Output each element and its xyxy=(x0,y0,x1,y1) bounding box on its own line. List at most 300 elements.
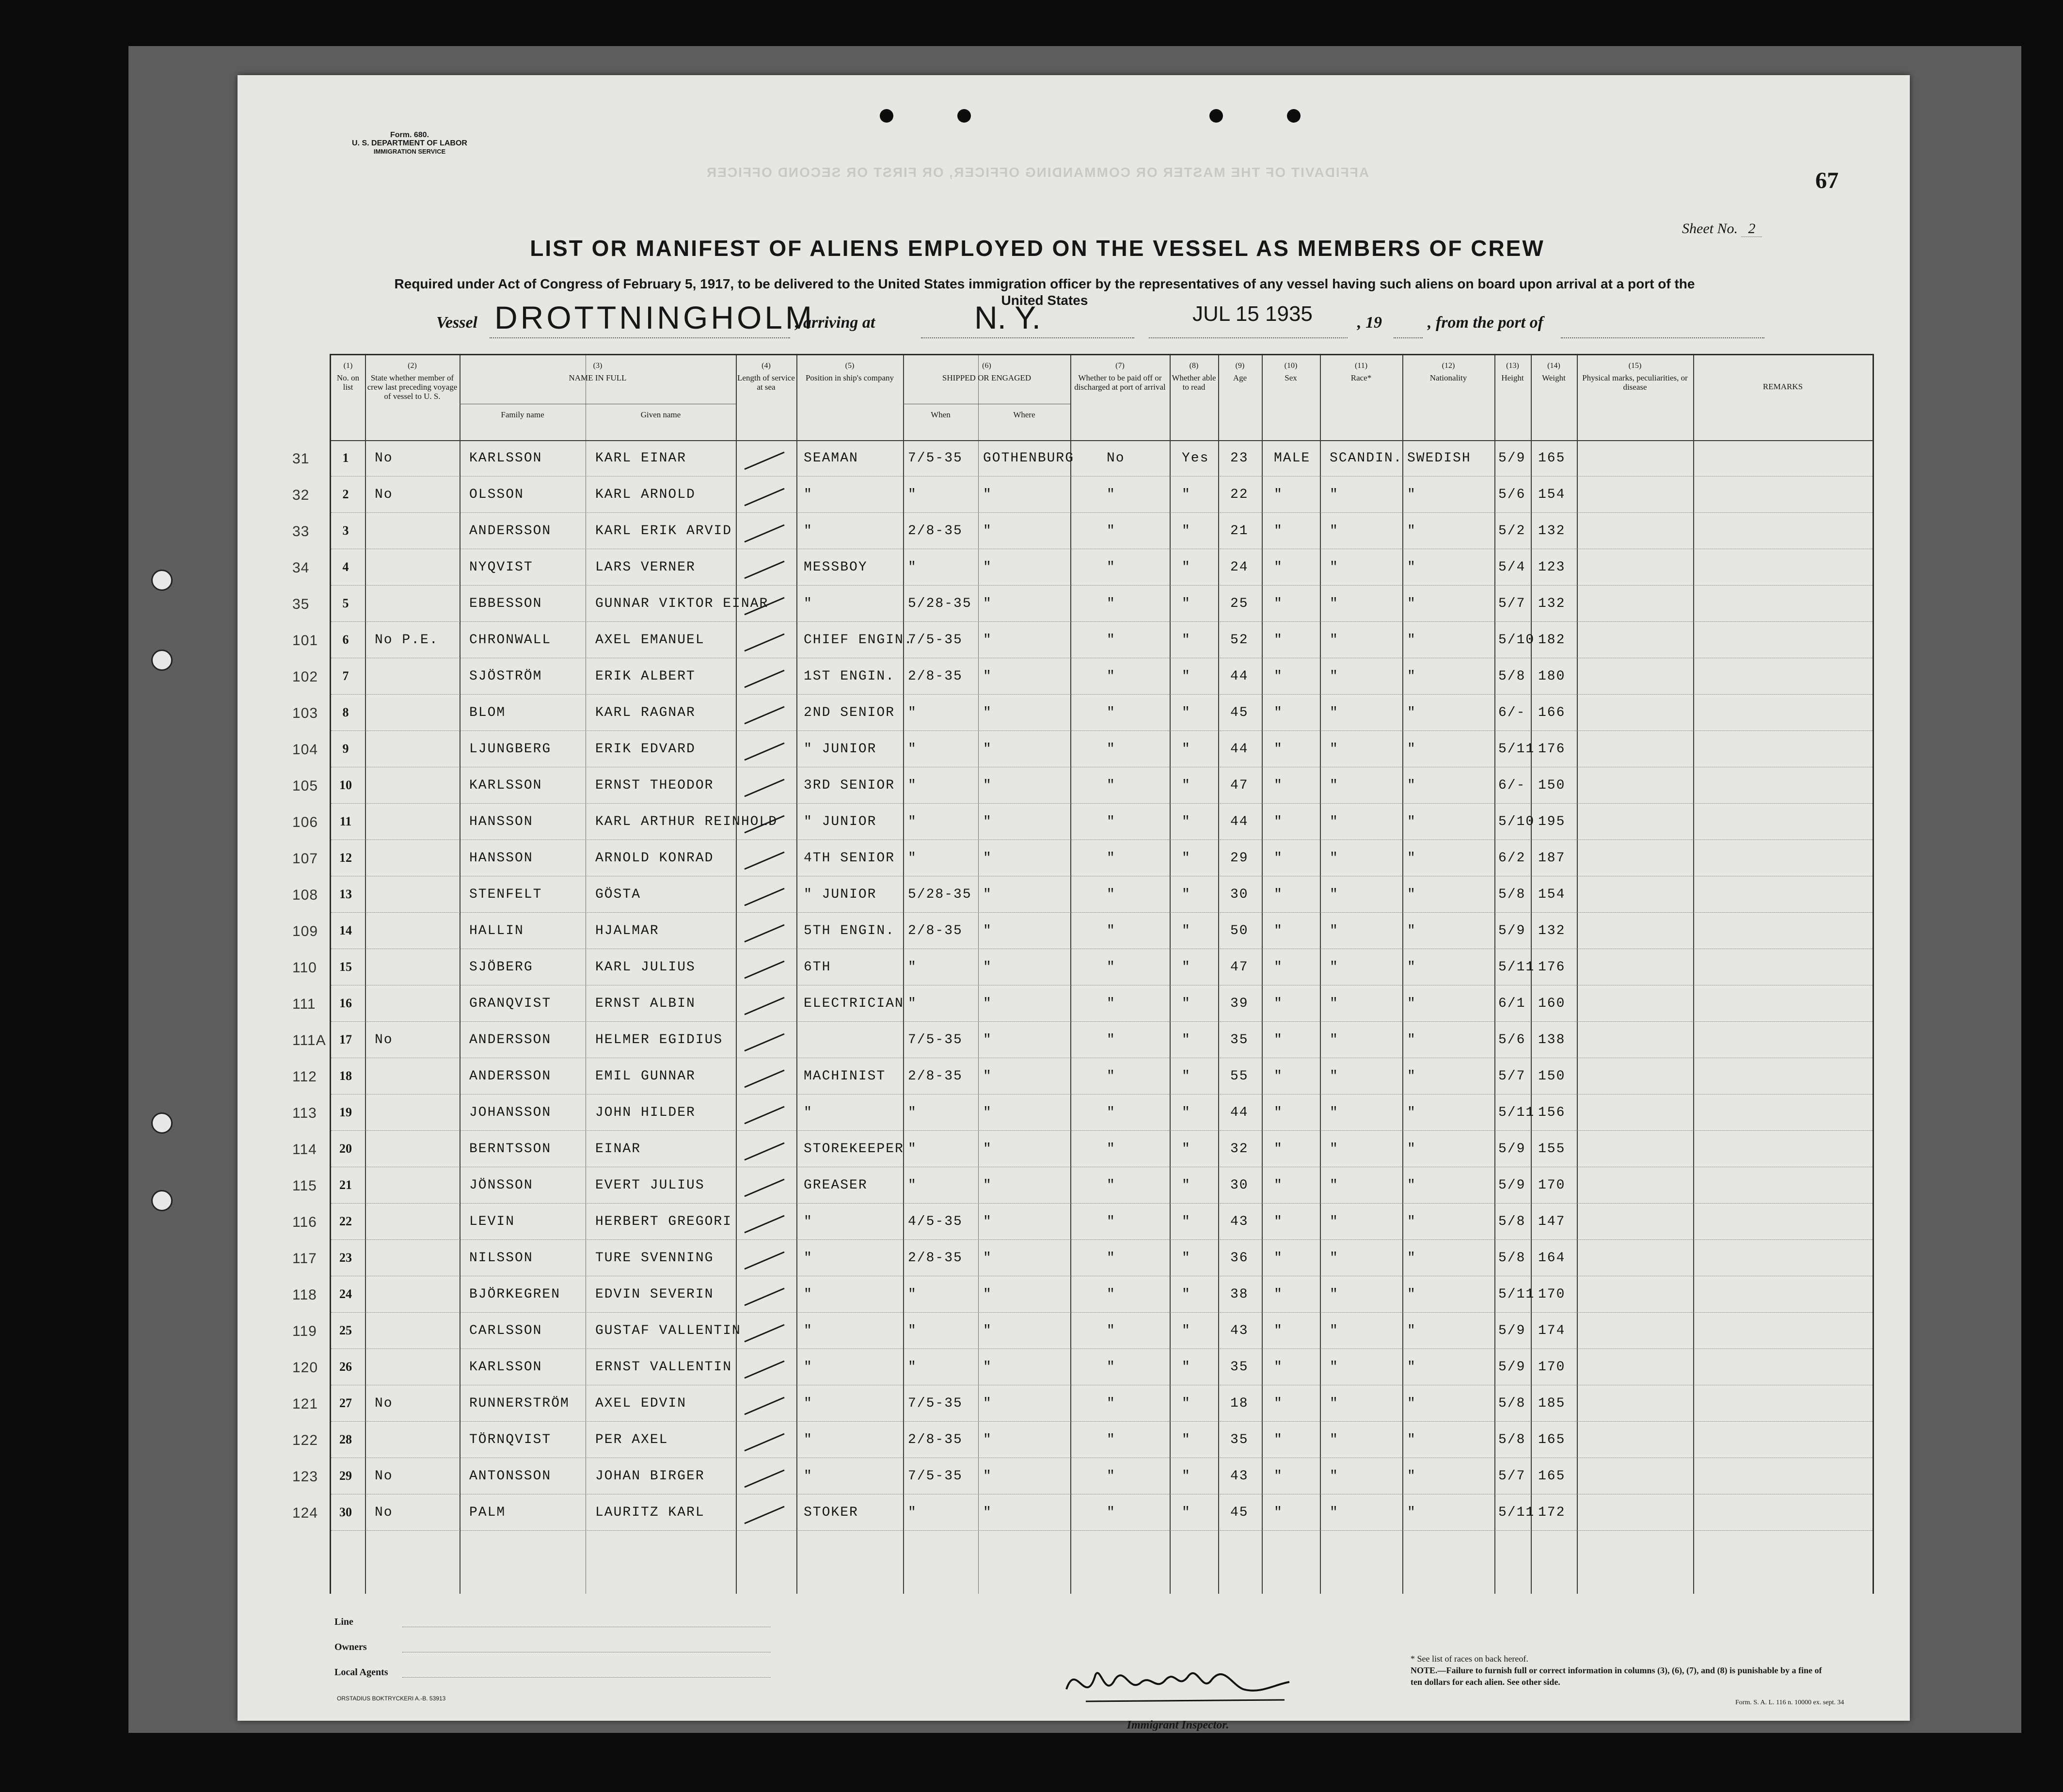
list-number-cell: 4 xyxy=(342,560,349,574)
paid-off-cell: " xyxy=(1107,705,1116,720)
sex-cell: " xyxy=(1274,814,1283,829)
height-cell: 5/8 xyxy=(1498,887,1526,902)
race-cell: " xyxy=(1330,778,1339,793)
shipped-where-cell: " xyxy=(983,887,992,902)
able-to-read-cell: " xyxy=(1182,1287,1191,1302)
races-note: * See list of races on back hereof. xyxy=(1411,1654,1528,1664)
able-to-read-cell: " xyxy=(1182,1069,1191,1084)
sex-cell: " xyxy=(1274,1360,1283,1375)
ledger-number: 101 xyxy=(292,633,318,649)
ledger-number: 32 xyxy=(292,487,310,503)
punch-hole xyxy=(957,109,971,123)
punch-hole xyxy=(880,109,893,123)
ledger-number: 34 xyxy=(292,560,310,576)
family-name-cell: ANDERSSON xyxy=(469,523,552,539)
service-check-mark xyxy=(745,998,784,1015)
table-row xyxy=(292,985,1873,1022)
position-cell: STOKER xyxy=(804,1505,858,1520)
paid-off-cell: " xyxy=(1107,1287,1116,1302)
height-cell: 5/6 xyxy=(1498,1032,1526,1047)
sex-cell: " xyxy=(1274,1287,1283,1302)
family-name-cell: ANDERSSON xyxy=(469,1032,552,1047)
page-title: LIST OR MANIFEST OF ALIENS EMPLOYED ON THE VESSEL AS MEMBERS OF CREW xyxy=(530,236,1545,261)
weight-cell: 187 xyxy=(1538,851,1566,866)
position-cell: " xyxy=(804,1396,813,1411)
sex-cell: " xyxy=(1274,1214,1283,1229)
col-header-name: (3) NAME IN FULL xyxy=(569,362,627,382)
given-name-cell: JOHAN BIRGER xyxy=(595,1469,705,1484)
shipped-when-cell: " xyxy=(908,1142,917,1157)
ledger-number: 123 xyxy=(292,1469,318,1485)
height-cell: 5/8 xyxy=(1498,1251,1526,1266)
paid-off-cell: " xyxy=(1107,1032,1116,1047)
family-name-cell: JOHANSSON xyxy=(469,1105,552,1120)
position-cell: " xyxy=(804,487,813,502)
shipped-when-cell: " xyxy=(908,1505,917,1520)
col-header-service-length: (4) Length of service at sea xyxy=(737,362,795,392)
service-check-mark xyxy=(745,561,784,578)
race-cell: " xyxy=(1330,1251,1339,1266)
position-cell: " xyxy=(804,1323,813,1338)
sex-cell: " xyxy=(1274,1469,1283,1484)
weight-cell: 185 xyxy=(1538,1396,1566,1411)
list-number-cell: 9 xyxy=(342,742,349,756)
service-check-mark xyxy=(745,1034,784,1051)
shipped-where-cell: " xyxy=(983,1360,992,1375)
paid-off-cell: " xyxy=(1107,1505,1116,1520)
shipped-where-cell: " xyxy=(983,742,992,757)
shipped-when-cell: 4/5-35 xyxy=(908,1214,963,1229)
paid-off-cell: " xyxy=(1107,1178,1116,1193)
table-row xyxy=(292,876,1873,913)
table-row xyxy=(292,1385,1873,1422)
ledger-number: 112 xyxy=(292,1069,317,1085)
able-to-read-cell: " xyxy=(1182,596,1191,611)
inspector-label: Immigrant Inspector. xyxy=(1127,1719,1229,1731)
height-cell: 5/7 xyxy=(1498,1069,1526,1084)
table-row xyxy=(292,840,1873,876)
ledger-number: 105 xyxy=(292,778,318,794)
able-to-read-cell: " xyxy=(1182,523,1191,539)
age-cell: 44 xyxy=(1230,814,1249,829)
ledger-number: 107 xyxy=(292,851,318,867)
able-to-read-cell: " xyxy=(1182,1360,1191,1375)
col-header-number: (1) No. on list xyxy=(336,362,360,392)
position-cell: 4TH SENIOR xyxy=(804,851,895,866)
race-cell: " xyxy=(1330,487,1339,502)
list-number-cell: 14 xyxy=(339,923,352,937)
race-cell: " xyxy=(1330,596,1339,611)
shipped-when-cell: 2/8-35 xyxy=(908,669,963,684)
family-name-cell: ANTONSSON xyxy=(469,1469,552,1484)
position-cell: " JUNIOR xyxy=(804,742,877,757)
position-cell: " xyxy=(804,1251,813,1266)
service-check-mark xyxy=(745,961,784,978)
footer-fields xyxy=(334,1609,771,1685)
sex-cell: " xyxy=(1274,523,1283,539)
shipped-where-cell: " xyxy=(983,1178,992,1193)
paid-off-cell: " xyxy=(1107,1432,1116,1447)
previous-voyage-cell: No xyxy=(375,1505,393,1520)
ledger-number: 104 xyxy=(292,742,318,758)
sex-cell: " xyxy=(1274,1251,1283,1266)
shipped-when-cell: " xyxy=(908,487,917,502)
weight-cell: 176 xyxy=(1538,960,1566,975)
shipped-where-cell: " xyxy=(983,1069,992,1084)
shipped-when-cell: " xyxy=(908,742,917,757)
col-header-sex: (10) Sex xyxy=(1284,362,1298,382)
inspector-signature-block xyxy=(1057,1655,1299,1732)
shipped-where-cell: " xyxy=(983,778,992,793)
service-check-mark xyxy=(745,1216,784,1233)
nationality-cell: " xyxy=(1407,851,1416,866)
sex-cell: " xyxy=(1274,669,1283,684)
race-cell: " xyxy=(1330,1360,1339,1375)
ledger-number: 108 xyxy=(292,887,318,903)
height-cell: 5/9 xyxy=(1498,451,1526,466)
service-check-mark xyxy=(745,779,784,796)
sex-cell: " xyxy=(1274,1505,1283,1520)
shipped-where-cell: " xyxy=(983,705,992,720)
paid-off-cell: " xyxy=(1107,1214,1116,1229)
age-cell: 55 xyxy=(1230,1069,1249,1084)
shipped-when-cell: 5/28-35 xyxy=(908,887,972,902)
age-cell: 44 xyxy=(1230,742,1249,757)
given-name-cell: AXEL EDVIN xyxy=(595,1396,687,1411)
nationality-cell: " xyxy=(1407,814,1416,829)
shipped-when-cell: 7/5-35 xyxy=(908,451,963,466)
able-to-read-cell: " xyxy=(1182,1178,1191,1193)
height-cell: 5/10 xyxy=(1498,814,1535,829)
sheet-number xyxy=(1682,221,1762,237)
position-cell: " JUNIOR xyxy=(804,814,877,829)
weight-cell: 132 xyxy=(1538,923,1566,938)
weight-cell: 154 xyxy=(1538,487,1566,502)
paid-off-cell: " xyxy=(1107,814,1116,829)
height-cell: 5/10 xyxy=(1498,633,1535,648)
col-header-physical-marks: (15) Physical marks, peculiarities, or disease xyxy=(1582,362,1688,392)
able-to-read-cell: " xyxy=(1182,1142,1191,1157)
height-cell: 5/2 xyxy=(1498,523,1526,539)
nationality-cell: " xyxy=(1407,778,1416,793)
table-row xyxy=(292,1094,1873,1131)
service-check-mark xyxy=(745,1070,784,1087)
position-cell: 6TH xyxy=(804,960,831,975)
sex-cell: " xyxy=(1274,887,1283,902)
table-row xyxy=(292,1349,1873,1385)
col-header-family-name: Family name xyxy=(501,410,544,419)
paid-off-cell: " xyxy=(1107,851,1116,866)
sex-cell: " xyxy=(1274,1396,1283,1411)
paid-off-cell: " xyxy=(1107,778,1116,793)
list-number-cell: 10 xyxy=(339,778,352,792)
nationality-cell: " xyxy=(1407,1396,1416,1411)
list-number-cell: 28 xyxy=(339,1432,352,1446)
shipped-where-cell: " xyxy=(983,1032,992,1047)
nationality-cell: " xyxy=(1407,1069,1416,1084)
family-name-cell: STENFELT xyxy=(469,887,542,902)
age-cell: 35 xyxy=(1230,1032,1249,1047)
nationality-cell: " xyxy=(1407,996,1416,1011)
nationality-cell: " xyxy=(1407,960,1416,975)
nationality-cell: " xyxy=(1407,1032,1416,1047)
height-cell: 5/9 xyxy=(1498,1360,1526,1375)
table-row xyxy=(292,1313,1873,1349)
shipped-where-cell: " xyxy=(983,960,992,975)
arriving-label: , arriving at xyxy=(795,314,875,332)
year-label: , 19 xyxy=(1357,314,1382,332)
age-cell: 45 xyxy=(1230,1505,1249,1520)
given-name-cell: KARL RAGNAR xyxy=(595,705,696,720)
sheet-value: 2 xyxy=(1741,221,1762,237)
weight-cell: 147 xyxy=(1538,1214,1566,1229)
table-row xyxy=(292,1458,1873,1494)
shipped-where-cell: " xyxy=(983,1142,992,1157)
inspector-signature xyxy=(1057,1655,1299,1713)
list-number-cell: 11 xyxy=(339,814,352,828)
col-header-height: (13) Height xyxy=(1501,362,1524,382)
weight-cell: 176 xyxy=(1538,742,1566,757)
ledger-number: 122 xyxy=(292,1432,318,1448)
sex-cell: " xyxy=(1274,1323,1283,1338)
list-number-cell: 27 xyxy=(339,1396,352,1410)
crew-table xyxy=(292,354,1874,1594)
binder-hole xyxy=(151,570,173,591)
weight-cell: 165 xyxy=(1538,451,1566,466)
family-name-cell: NILSSON xyxy=(469,1251,533,1266)
able-to-read-cell: " xyxy=(1182,560,1191,575)
family-name-cell: TÖRNQVIST xyxy=(469,1432,552,1447)
shipped-where-cell: " xyxy=(983,1105,992,1120)
given-name-cell: EMIL GUNNAR xyxy=(595,1069,696,1084)
table-row xyxy=(292,1204,1873,1240)
given-name-cell: GUNNAR VIKTOR EINAR xyxy=(595,596,769,611)
height-cell: 5/11 xyxy=(1498,742,1535,757)
previous-voyage-cell: No xyxy=(375,451,393,466)
sex-cell: " xyxy=(1274,1069,1283,1084)
shipped-where-cell: " xyxy=(983,1505,992,1520)
weight-cell: 182 xyxy=(1538,633,1566,648)
paid-off-cell: " xyxy=(1107,1105,1116,1120)
age-cell: 45 xyxy=(1230,705,1249,720)
list-number-cell: 13 xyxy=(339,887,352,901)
age-cell: 32 xyxy=(1230,1142,1249,1157)
family-name-cell: KARLSSON xyxy=(469,778,542,793)
table-row xyxy=(292,1276,1873,1313)
ledger-number: 111A xyxy=(292,1032,326,1048)
table-row xyxy=(292,440,1873,476)
position-cell: SEAMAN xyxy=(804,451,858,466)
shipped-when-cell: " xyxy=(908,960,917,975)
manifest-sheet xyxy=(238,75,1910,1731)
list-number-cell: 2 xyxy=(342,487,349,501)
list-number-cell: 30 xyxy=(339,1505,352,1519)
nationality-cell: " xyxy=(1407,1178,1416,1193)
sex-cell: " xyxy=(1274,705,1283,720)
age-cell: 30 xyxy=(1230,1178,1249,1193)
list-number-cell: 1 xyxy=(342,451,349,465)
vessel-label: Vessel xyxy=(436,314,477,332)
paid-off-cell: " xyxy=(1107,633,1116,648)
position-cell: " xyxy=(804,596,813,611)
shipped-where-cell: " xyxy=(983,669,992,684)
shipped-where-cell: " xyxy=(983,560,992,575)
table-row xyxy=(292,1240,1873,1276)
able-to-read-cell: " xyxy=(1182,705,1191,720)
service-check-mark xyxy=(745,452,784,469)
age-cell: 35 xyxy=(1230,1432,1249,1447)
position-cell: 2ND SENIOR xyxy=(804,705,895,720)
nationality-cell: " xyxy=(1407,1287,1416,1302)
list-number-cell: 6 xyxy=(342,633,349,647)
position-cell: " xyxy=(804,1214,813,1229)
position-cell: " xyxy=(804,523,813,539)
service-check-mark xyxy=(745,634,784,651)
paid-off-cell: " xyxy=(1107,1323,1116,1338)
weight-cell: 166 xyxy=(1538,705,1566,720)
line-field: Line xyxy=(334,1609,771,1634)
position-cell: CHIEF ENGIN. xyxy=(804,633,913,648)
weight-cell: 123 xyxy=(1538,560,1566,575)
able-to-read-cell: " xyxy=(1182,996,1191,1011)
nationality-cell: " xyxy=(1407,1469,1416,1484)
family-name-cell: LJUNGBERG xyxy=(469,742,552,757)
shipped-when-cell: " xyxy=(908,1105,917,1120)
family-name-cell: KARLSSON xyxy=(469,1360,542,1375)
paid-off-cell: " xyxy=(1107,1069,1116,1084)
arrival-date-stamp: JUL 15 1935 xyxy=(1192,302,1313,326)
col-header-shipped: (6) SHIPPED OR ENGAGED xyxy=(942,362,1032,382)
ledger-number: 117 xyxy=(292,1251,317,1267)
table-row xyxy=(292,767,1873,804)
able-to-read-cell: Yes xyxy=(1182,451,1209,466)
col-header-race: (11) Race* xyxy=(1350,362,1372,382)
ledger-number: 109 xyxy=(292,923,318,939)
shipped-where-cell: " xyxy=(983,814,992,829)
sex-cell: " xyxy=(1274,633,1283,648)
list-number-cell: 20 xyxy=(339,1142,352,1156)
position-cell: " xyxy=(804,1360,813,1375)
shipped-where-cell: " xyxy=(983,487,992,502)
vessel-line xyxy=(436,300,1648,347)
age-cell: 21 xyxy=(1230,523,1249,539)
paid-off-cell: " xyxy=(1107,960,1116,975)
previous-voyage-cell: No xyxy=(375,1396,393,1411)
age-cell: 23 xyxy=(1230,451,1249,466)
table-row xyxy=(292,1058,1873,1094)
page-subtitle: Required under Act of Congress of February 5, 1917, to be delivered to the United States immigration officer by the representatives of any vessel having such aliens on board upon arrival at a port of the United States xyxy=(394,276,1695,308)
able-to-read-cell: " xyxy=(1182,1251,1191,1266)
weight-cell: 138 xyxy=(1538,1032,1566,1047)
ledger-number: 119 xyxy=(292,1323,317,1339)
ledger-number: 106 xyxy=(292,814,318,830)
weight-cell: 154 xyxy=(1538,887,1566,902)
sex-cell: " xyxy=(1274,996,1283,1011)
col-header-age: (9) Age xyxy=(1233,362,1247,382)
race-cell: " xyxy=(1330,1178,1339,1193)
able-to-read-cell: " xyxy=(1182,669,1191,684)
able-to-read-cell: " xyxy=(1182,923,1191,938)
shipped-when-cell: 5/28-35 xyxy=(908,596,972,611)
age-cell: 36 xyxy=(1230,1251,1249,1266)
age-cell: 29 xyxy=(1230,851,1249,866)
nationality-cell: " xyxy=(1407,742,1416,757)
height-cell: 5/9 xyxy=(1498,923,1526,938)
nationality-cell: " xyxy=(1407,523,1416,539)
shipped-when-cell: " xyxy=(908,705,917,720)
list-number-cell: 8 xyxy=(342,705,349,719)
height-cell: 5/8 xyxy=(1498,1396,1526,1411)
position-cell: 3RD SENIOR xyxy=(804,778,895,793)
weight-cell: 172 xyxy=(1538,1505,1566,1520)
given-name-cell: ARNOLD KONRAD xyxy=(595,851,714,866)
race-cell: " xyxy=(1330,633,1339,648)
ledger-number: 120 xyxy=(292,1360,318,1376)
position-cell: 1ST ENGIN. xyxy=(804,669,895,684)
ledger-number: 103 xyxy=(292,705,318,721)
able-to-read-cell: " xyxy=(1182,1469,1191,1484)
position-cell: GREASER xyxy=(804,1178,868,1193)
paid-off-cell: " xyxy=(1107,1396,1116,1411)
race-cell: " xyxy=(1330,887,1339,902)
binder-hole xyxy=(151,1112,173,1134)
able-to-read-cell: " xyxy=(1182,851,1191,866)
able-to-read-cell: " xyxy=(1182,1105,1191,1120)
age-cell: 30 xyxy=(1230,887,1249,902)
ledger-number: 110 xyxy=(292,960,317,976)
family-name-cell: LEVIN xyxy=(469,1214,515,1229)
service-check-mark xyxy=(745,1288,784,1305)
shipped-when-cell: " xyxy=(908,560,917,575)
given-name-cell: PER AXEL xyxy=(595,1432,668,1447)
service-check-mark xyxy=(745,1397,784,1414)
nationality-cell: SWEDISH xyxy=(1407,451,1471,466)
sex-cell: " xyxy=(1274,960,1283,975)
paid-off-cell: " xyxy=(1107,1469,1116,1484)
nationality-cell: " xyxy=(1407,887,1416,902)
nationality-cell: " xyxy=(1407,705,1416,720)
age-cell: 35 xyxy=(1230,1360,1249,1375)
shipped-where-cell: " xyxy=(983,1469,992,1484)
age-cell: 18 xyxy=(1230,1396,1249,1411)
height-cell: 5/6 xyxy=(1498,487,1526,502)
family-name-cell: CARLSSON xyxy=(469,1323,542,1338)
ledger-number: 114 xyxy=(292,1142,317,1158)
shipped-when-cell: 7/5-35 xyxy=(908,633,963,648)
sex-cell: " xyxy=(1274,923,1283,938)
weight-cell: 180 xyxy=(1538,669,1566,684)
service-check-mark xyxy=(745,1179,784,1196)
vessel-name: DROTTNINGHOLM xyxy=(494,300,815,335)
age-cell: 43 xyxy=(1230,1469,1249,1484)
table-row xyxy=(292,476,1873,513)
ledger-number: 115 xyxy=(292,1178,317,1194)
nationality-cell: " xyxy=(1407,1214,1416,1229)
list-number-cell: 21 xyxy=(339,1178,352,1192)
height-cell: 5/9 xyxy=(1498,1323,1526,1338)
given-name-cell: HERBERT GREGORI xyxy=(595,1214,732,1229)
age-cell: 25 xyxy=(1230,596,1249,611)
able-to-read-cell: " xyxy=(1182,1432,1191,1447)
family-name-cell: JÖNSSON xyxy=(469,1178,533,1193)
paid-off-cell: No xyxy=(1107,451,1125,466)
service-check-mark xyxy=(745,525,784,542)
paid-off-cell: " xyxy=(1107,887,1116,902)
shipped-where-cell: " xyxy=(983,1432,992,1447)
nationality-cell: " xyxy=(1407,633,1416,648)
service-check-mark xyxy=(745,852,784,869)
race-cell: " xyxy=(1330,1069,1339,1084)
